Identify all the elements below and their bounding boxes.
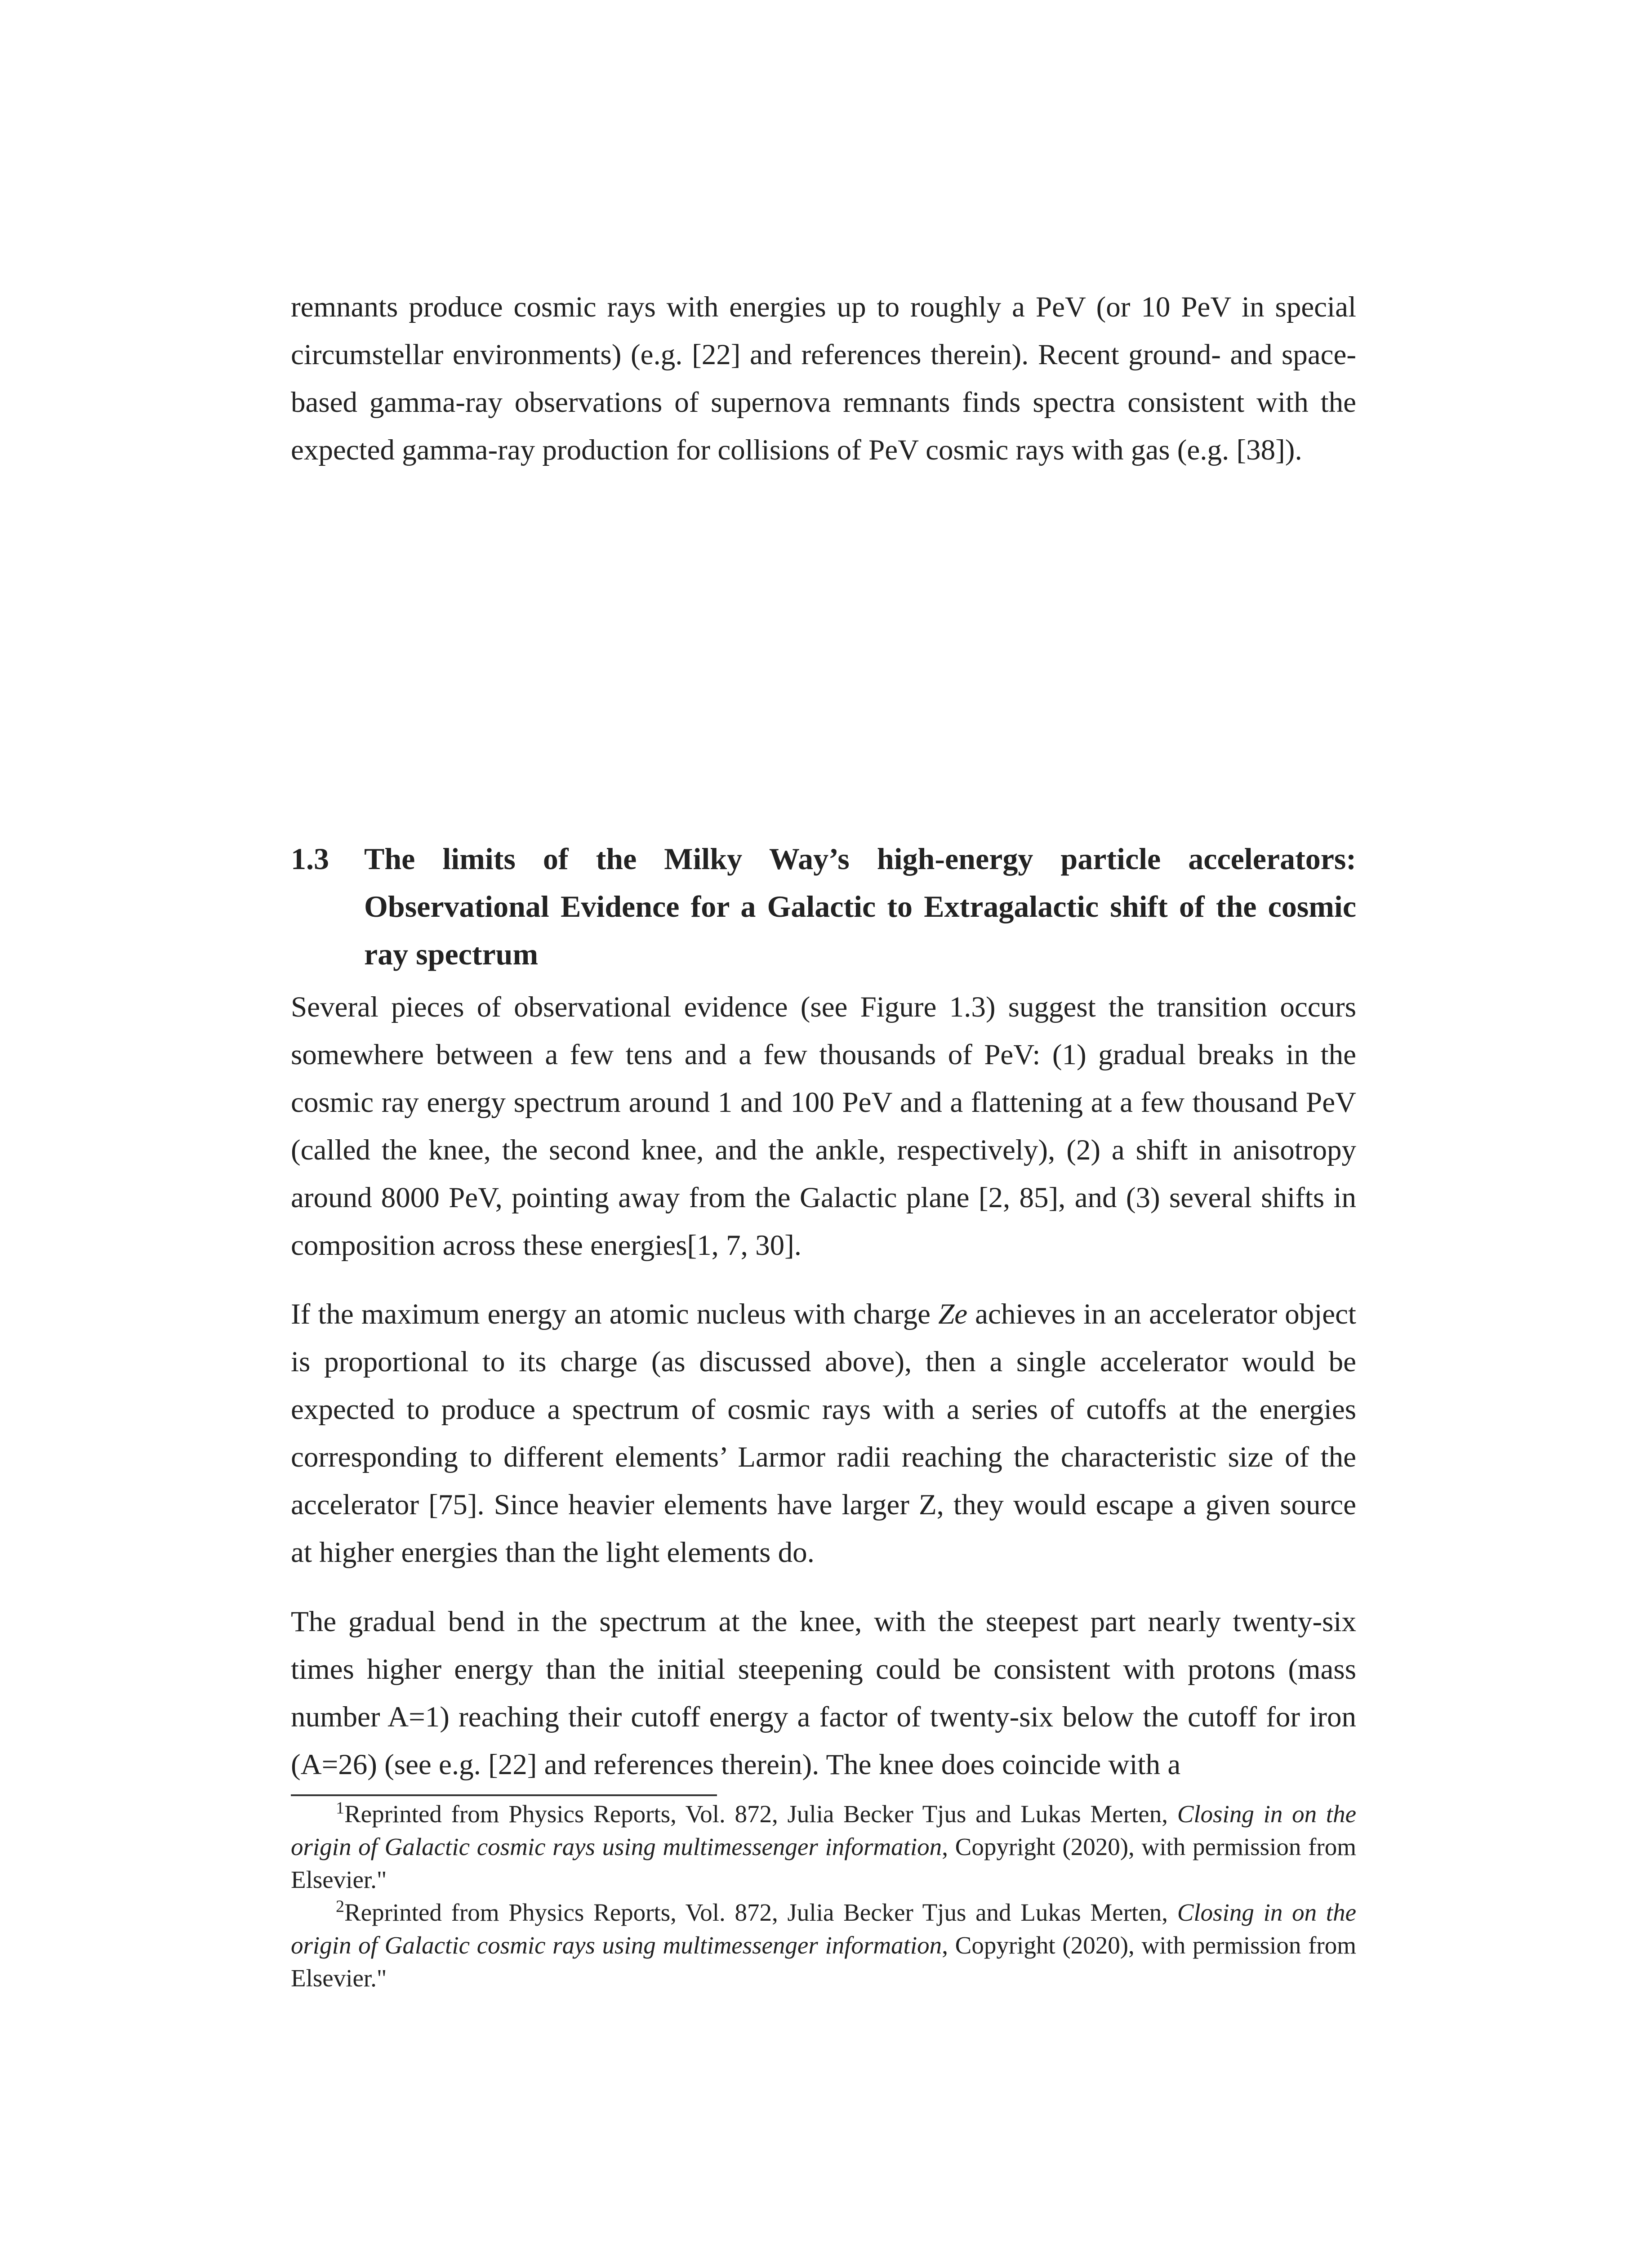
accelerator-paragraph-start: If the maximum energy an atomic nucleus with charge bbox=[291, 1298, 939, 1330]
knee-paragraph: The gradual bend in the spectrum at the knee, with the steepest part nearly twenty-six times higher energy than the initial steepening could be consistent with protons (mass number A=1) reaching their cutoff energy a factor of twenty-six below the cutoff for iron (A=26) (see e.g. [22] and references therein). The knee does coincide with a bbox=[291, 1606, 1356, 1781]
intro-paragraph: remnants produce cosmic rays with energies up to roughly a PeV (or 10 PeV in special circumstellar environments) (e.g. [22] and references therein). Recent ground- and space- based gamma-ray observations of supernova remnants finds spectra consistent with the expected gamma-ray production for collisions of PeV cosmic rays with gas (e.g. [38]). bbox=[291, 291, 1356, 466]
footnote-1 bbox=[291, 1798, 1356, 1896]
section-title: The limits of the Milky Way’s high-energy particle accelerators: Observational Evidence for a Galactic to Extragalactic shift of the cosmic ray spectrum bbox=[364, 842, 1356, 971]
section-heading bbox=[291, 835, 1356, 978]
footnotes bbox=[291, 1798, 1356, 1994]
footnote-marker: 1 bbox=[336, 1798, 344, 1818]
section-number: 1.3 bbox=[291, 842, 329, 876]
footnote-title: Closing in on the origin of Galactic cosmic rays using multimessenger information bbox=[291, 1899, 1356, 1959]
accelerator-paragraph bbox=[291, 1290, 1356, 1576]
footnote-divider bbox=[291, 1794, 717, 1796]
accelerator-paragraph-end: achieves in an accelerator object is proportional to its charge (as discussed above), then a single accelerator would be expected to produce a spectrum of cosmic rays with a series of cutoffs at the energies corresponding to different elements’ Larmor radii reaching the characteristic size of the accelerator [75]. Since heavier elements have larger Z, they would escape a given source at higher energies than the light elements do. bbox=[291, 1298, 1356, 1569]
footnote-text: Reprinted from Physics Reports, Vol. 872, Julia Becker Tjus and Lukas Merten, bbox=[344, 1800, 1177, 1828]
footnote-text: Reprinted from Physics Reports, Vol. 872, Julia Becker Tjus and Lukas Merten, bbox=[344, 1899, 1177, 1926]
footnote-text-end: , Copyright (2020), with permission from Elsevier." bbox=[291, 1931, 1356, 1992]
charge-symbol: Ze bbox=[938, 1298, 968, 1330]
footnote-marker: 2 bbox=[336, 1897, 344, 1916]
footnote-2 bbox=[291, 1896, 1356, 1994]
evidence-paragraph: Several pieces of observational evidence (see Figure 1.3) suggest the transition occurs somewhere between a few tens and a few thousands of PeV: (1) gradual breaks in the cosmic ray energy spectrum around 1 and 100 PeV and a flattening at a few thousand PeV (called the knee, the second knee, and the ankle, respectively), (2) a shift in anisotropy around 8000 PeV, pointing away from the Galactic plane [2, 85], and (3) several shifts in composition across these energies[1, 7, 30]. bbox=[291, 991, 1356, 1262]
footnote-title: Closing in on the origin of Galactic cosmic rays using multimessenger information bbox=[291, 1800, 1356, 1860]
footnote-text-end: , Copyright (2020), with permission from Elsevier." bbox=[291, 1833, 1356, 1893]
